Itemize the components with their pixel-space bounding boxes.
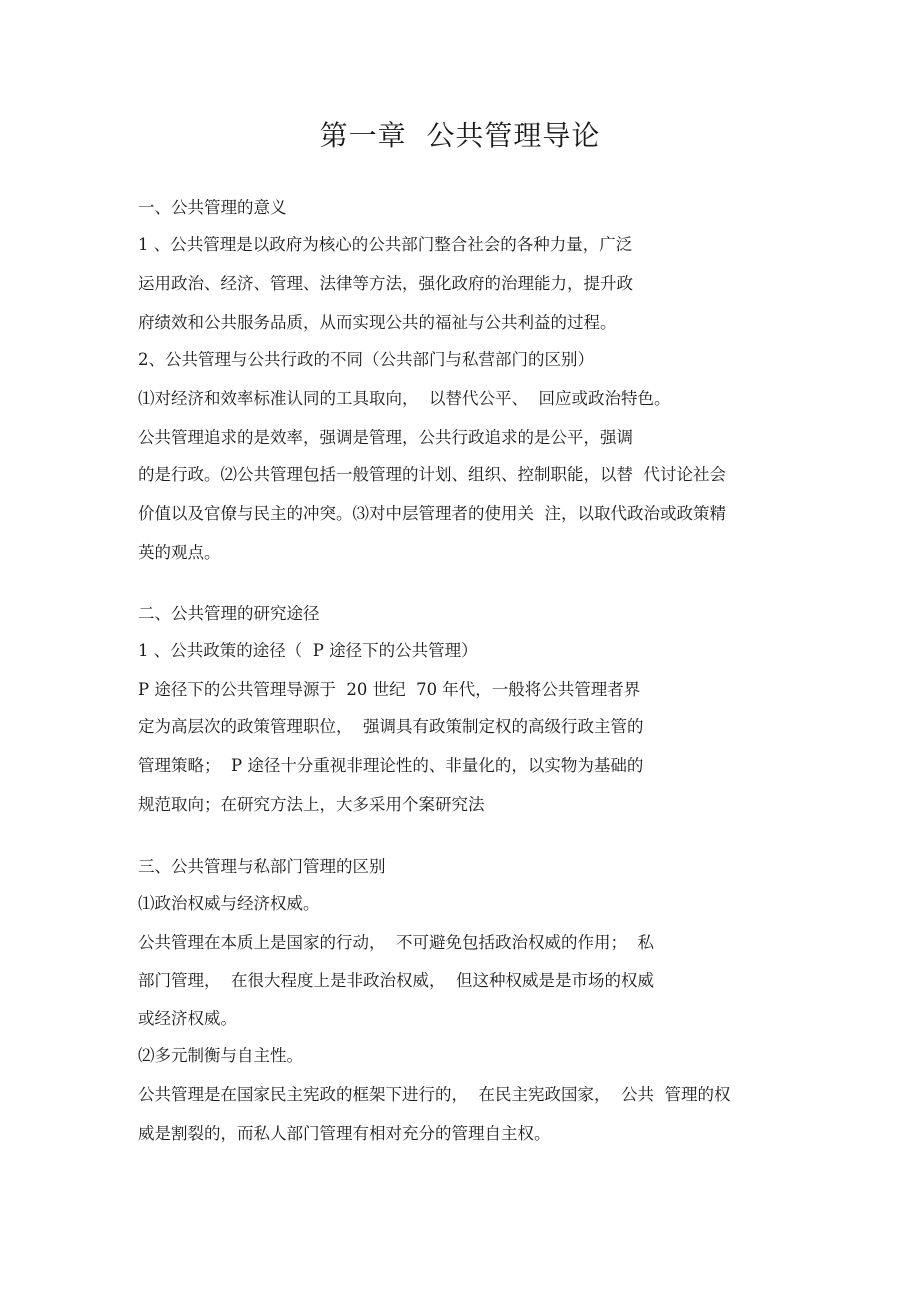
- paragraph-line: 公共管理追求的是效率，强调是管理，公共行政追求的是公平，强调: [138, 428, 633, 447]
- section-heading-3: 三、公共管理与私部门管理的区别: [138, 857, 386, 876]
- paragraph-line: 公共管理在本质上是国家的行动， 不可避免包括政治权威的作用； 私: [138, 933, 654, 952]
- section-heading-2: 二、公共管理的研究途径: [138, 604, 320, 623]
- paragraph-line: 公共管理是在国家民主宪政的框架下进行的， 在民主宪政国家， 公共 管理的权: [138, 1085, 731, 1104]
- paragraph-line: 1 、公共管理是以政府为核心的公共部门整合社会的各种力量，广泛: [138, 235, 633, 254]
- paragraph-line: 管理策略； P 途径十分重视非理论性的、非量化的，以实物为基础的: [138, 756, 644, 775]
- paragraph-line: ⑵多元制衡与自主性。: [138, 1046, 303, 1065]
- paragraph-line: ⑴对经济和效率标准认同的工具取向， 以替代公平、 回应或政治特色。: [138, 389, 671, 408]
- paragraph-line: 部门管理， 在很大程度上是非政治权威， 但这种权威是是市场的权威: [138, 971, 654, 990]
- paragraph-line: 英的观点。: [138, 543, 221, 562]
- paragraph-line: 价值以及官僚与民主的冲突。⑶对中层管理者的使用关 注，以取代政治或政策精: [138, 504, 726, 523]
- paragraph-line: 府绩效和公共服务品质，从而实现公共的福祉与公共利益的过程。: [138, 313, 617, 332]
- paragraph-line: 运用政治、经济、管理、法律等方法，强化政府的治理能力，提升政: [138, 274, 633, 293]
- paragraph-line: P 途径下的公共管理导源于 20 世纪 70 年代，一般将公共管理者界: [138, 680, 641, 699]
- paragraph-line: 的是行政。⑵公共管理包括一般管理的计划、组织、控制职能，以替 代讨论社会: [138, 465, 726, 484]
- paragraph-line: ⑴政治权威与经济权威。: [138, 894, 320, 913]
- paragraph-line: 威是割裂的，而私人部门管理有相对充分的管理自主权。: [138, 1124, 551, 1143]
- paragraph-line: 或经济权威。: [138, 1009, 237, 1028]
- chapter-title: 第一章 公共管理导论: [319, 119, 601, 152]
- paragraph-line: 定为高层次的政策管理职位， 强调具有政策制定权的高级行政主管的: [138, 717, 644, 736]
- paragraph-line: 1 、公共政策的途径（ P 途径下的公共管理）: [138, 641, 478, 660]
- section-heading-1: 一、公共管理的意义: [138, 198, 287, 217]
- paragraph-line: 规范取向；在研究方法上，大多采用个案研究法: [138, 795, 485, 814]
- paragraph-line: 2、公共管理与公共行政的不同（公共部门与私营部门的区别）: [138, 350, 594, 369]
